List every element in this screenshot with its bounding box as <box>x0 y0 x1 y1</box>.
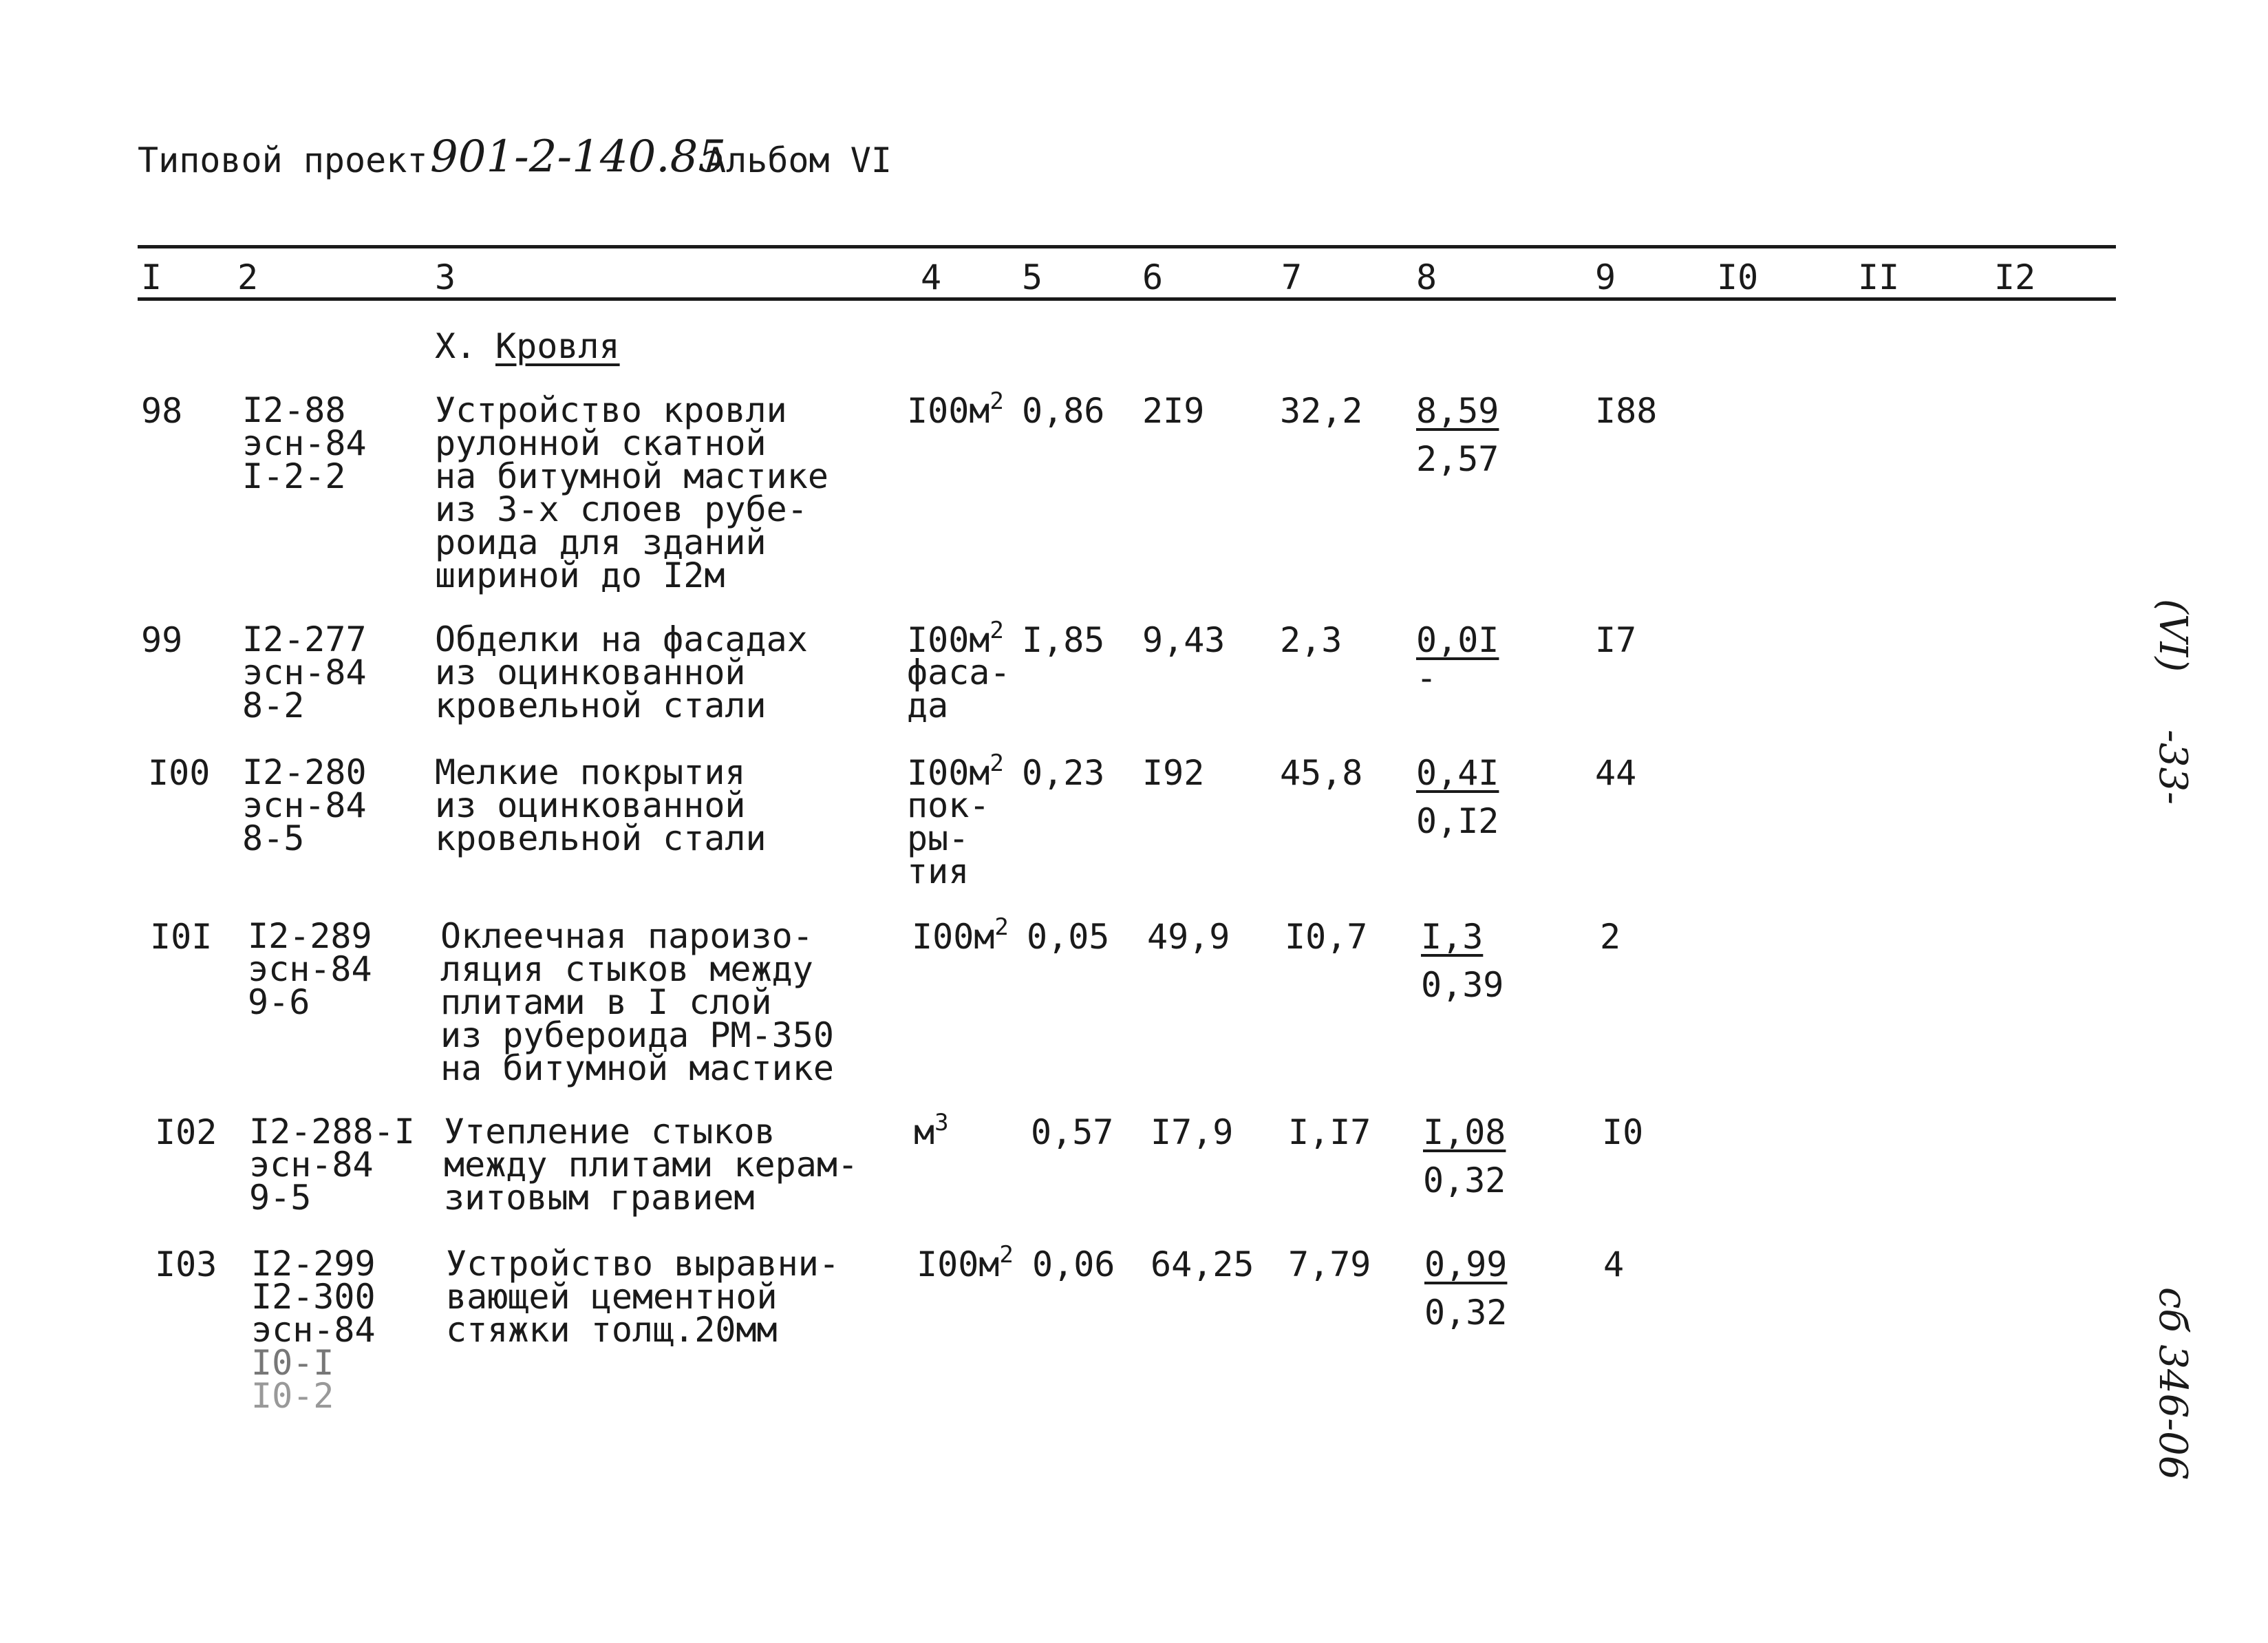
code-line: эсн-84 <box>249 1145 374 1185</box>
column-header: 2 <box>237 257 259 297</box>
row-col6: 9,43 <box>1142 620 1226 660</box>
column-header: 7 <box>1281 257 1303 297</box>
desc-line: стяжки толщ.20мм <box>446 1310 778 1350</box>
column-header: I2 <box>1994 257 2036 297</box>
column-header: II <box>1858 257 1900 297</box>
row-col8-top: 8,59 <box>1416 391 1499 431</box>
column-header: I <box>141 257 162 297</box>
code-line: I0-2 <box>251 1376 334 1416</box>
column-header: 3 <box>435 257 456 297</box>
unit-exponent: 2 <box>989 617 1004 644</box>
desc-line: рулонной скатной <box>435 423 767 463</box>
unit-extra-line: ры- <box>907 818 970 858</box>
row-col8-top: 0,99 <box>1424 1244 1508 1284</box>
code-line: I0-I <box>251 1343 334 1383</box>
section-number: X. <box>435 326 477 366</box>
unit-base: I00м <box>917 1244 1000 1284</box>
desc-line: ляция стыков между <box>440 949 813 989</box>
column-header: 8 <box>1416 257 1437 297</box>
row-col5: I,85 <box>1022 620 1105 660</box>
row-code <box>242 619 367 725</box>
row-col8-top: 0,0I <box>1416 620 1499 660</box>
code-line: I2-280 <box>242 752 367 792</box>
code-line: эсн-84 <box>242 653 367 692</box>
code-line: I-2-2 <box>242 456 346 496</box>
row-col5: 0,86 <box>1022 391 1105 431</box>
desc-line: из оцинкованной <box>435 785 746 825</box>
code-line: I2-277 <box>242 619 367 659</box>
desc-line: из оцинкованной <box>435 653 746 692</box>
row-col7: 45,8 <box>1280 753 1363 793</box>
desc-line: плитами в I слой <box>440 982 772 1022</box>
row-col6: 64,25 <box>1151 1244 1254 1284</box>
row-description <box>435 752 767 858</box>
row-code <box>249 1112 415 1218</box>
row-col8-top: I,3 <box>1421 917 1484 957</box>
row-unit <box>917 1241 1014 1284</box>
code-line: эсн-84 <box>251 1310 376 1350</box>
row-unit <box>912 913 1009 957</box>
desc-line: из 3-х слоев рубе- <box>435 489 808 529</box>
code-line: I2-299 <box>251 1244 376 1284</box>
margin-album-note: (VI) <box>2150 599 2195 672</box>
table-top-rule <box>138 245 2116 248</box>
row-description <box>440 916 834 1088</box>
desc-line: между плитами керам- <box>444 1145 859 1185</box>
row-code <box>248 916 372 1022</box>
desc-line: из рубероида РМ-350 <box>440 1015 834 1055</box>
row-col6: I7,9 <box>1151 1112 1234 1152</box>
row-col9: 4 <box>1603 1244 1625 1284</box>
unit-exponent: 2 <box>994 913 1009 941</box>
row-col9: 2 <box>1600 917 1621 957</box>
unit-extra-line: да <box>907 686 949 725</box>
desc-line: кровельной стали <box>435 818 767 858</box>
section-title: Кровля <box>495 326 620 366</box>
row-description <box>444 1112 859 1218</box>
row-col5: 0,05 <box>1027 917 1110 957</box>
row-number: 99 <box>141 620 183 660</box>
code-line: эсн-84 <box>242 423 367 463</box>
row-description <box>435 390 828 595</box>
row-col8-bottom: 0,I2 <box>1416 801 1499 841</box>
row-code <box>251 1244 376 1416</box>
unit-base: м <box>914 1112 935 1152</box>
desc-line: на битумной мастике <box>440 1048 834 1088</box>
unit-exponent: 2 <box>989 388 1004 415</box>
row-col8-top: I,08 <box>1423 1112 1506 1152</box>
row-unit <box>914 1109 949 1152</box>
row-col6: 49,9 <box>1147 917 1230 957</box>
unit-base: I00м <box>912 917 995 957</box>
margin-page-number: -33- <box>2150 730 2195 805</box>
row-col9: 44 <box>1595 753 1637 793</box>
code-line: I2-88 <box>242 390 346 430</box>
row-number: I00 <box>148 753 211 793</box>
row-col7: 32,2 <box>1280 391 1363 431</box>
row-description <box>446 1244 839 1350</box>
desc-line: Обделки на фасадах <box>435 619 808 659</box>
desc-line: на битумной мастике <box>435 456 828 496</box>
code-line: эсн-84 <box>242 785 367 825</box>
row-number: 98 <box>141 391 183 431</box>
row-unit <box>907 388 1004 431</box>
margin-stamp: сб 346-06 <box>2150 1287 2195 1481</box>
table-header-rule <box>138 297 2116 301</box>
column-header: I0 <box>1717 257 1759 297</box>
column-header: 4 <box>921 257 942 297</box>
code-line: I2-288-I <box>249 1112 415 1152</box>
desc-line: зитовым гравием <box>444 1178 755 1218</box>
desc-line: шириной до I2м <box>435 555 725 595</box>
unit-extra-line: фаса- <box>907 653 1011 692</box>
code-line: 9-5 <box>249 1178 312 1218</box>
code-line: I2-300 <box>251 1277 376 1317</box>
header-prefix: Типовой проект <box>138 140 428 180</box>
row-number: I0I <box>150 917 213 957</box>
desc-line: Мелкие покрытия <box>435 752 746 792</box>
row-col9: I88 <box>1595 391 1658 431</box>
row-col8-bottom: 0,32 <box>1423 1160 1506 1200</box>
row-col9: I0 <box>1602 1112 1644 1152</box>
row-col7: 2,3 <box>1280 620 1342 660</box>
code-line: 8-5 <box>242 818 305 858</box>
row-col9: I7 <box>1595 620 1637 660</box>
row-code <box>242 390 367 496</box>
row-col8-bottom: 0,32 <box>1424 1293 1508 1333</box>
column-header: 9 <box>1595 257 1616 297</box>
code-line: 9-6 <box>248 982 310 1022</box>
row-unit-extra <box>907 785 990 891</box>
desc-line: Оклеечная пароизо- <box>440 916 813 956</box>
project-number-handwritten: 901-2-140.85 <box>430 131 727 182</box>
unit-base: I00м <box>907 753 990 793</box>
header-suffix: Альбом VI <box>705 140 892 180</box>
desc-line: Утепление стыков <box>444 1112 775 1152</box>
row-unit-extra <box>907 653 1011 725</box>
code-line: I2-289 <box>248 916 372 956</box>
desc-line: вающей цементной <box>446 1277 778 1317</box>
unit-exponent: 3 <box>934 1109 949 1136</box>
row-col5: 0,23 <box>1022 753 1105 793</box>
row-number: I03 <box>155 1244 217 1284</box>
row-col7: 7,79 <box>1288 1244 1371 1284</box>
desc-line: роида для зданий <box>435 522 767 562</box>
unit-base: I00м <box>907 620 990 660</box>
row-col8-bottom: 2,57 <box>1416 439 1499 479</box>
desc-line: Устройство кровли <box>435 390 787 430</box>
row-code <box>242 752 367 858</box>
desc-line: Устройство выравни- <box>446 1244 839 1284</box>
row-col7: I,I7 <box>1288 1112 1371 1152</box>
column-header: 5 <box>1022 257 1043 297</box>
unit-exponent: 2 <box>989 750 1004 777</box>
row-col6: I92 <box>1142 753 1205 793</box>
unit-exponent: 2 <box>999 1241 1014 1269</box>
row-col6: 2I9 <box>1142 391 1205 431</box>
unit-base: I00м <box>907 391 990 431</box>
row-col7: I0,7 <box>1285 917 1368 957</box>
code-line: 8-2 <box>242 686 305 725</box>
row-col5: 0,57 <box>1031 1112 1114 1152</box>
column-header: 6 <box>1142 257 1164 297</box>
unit-extra-line: пок- <box>907 785 990 825</box>
row-col5: 0,06 <box>1032 1244 1115 1284</box>
unit-extra-line: тия <box>907 851 970 891</box>
row-col8-bottom: 0,39 <box>1421 965 1504 1005</box>
code-line: эсн-84 <box>248 949 372 989</box>
row-number: I02 <box>155 1112 217 1152</box>
row-col8-top: 0,4I <box>1416 753 1499 793</box>
row-col8-bottom: - <box>1416 658 1437 698</box>
row-description <box>435 619 808 725</box>
desc-line: кровельной стали <box>435 686 767 725</box>
